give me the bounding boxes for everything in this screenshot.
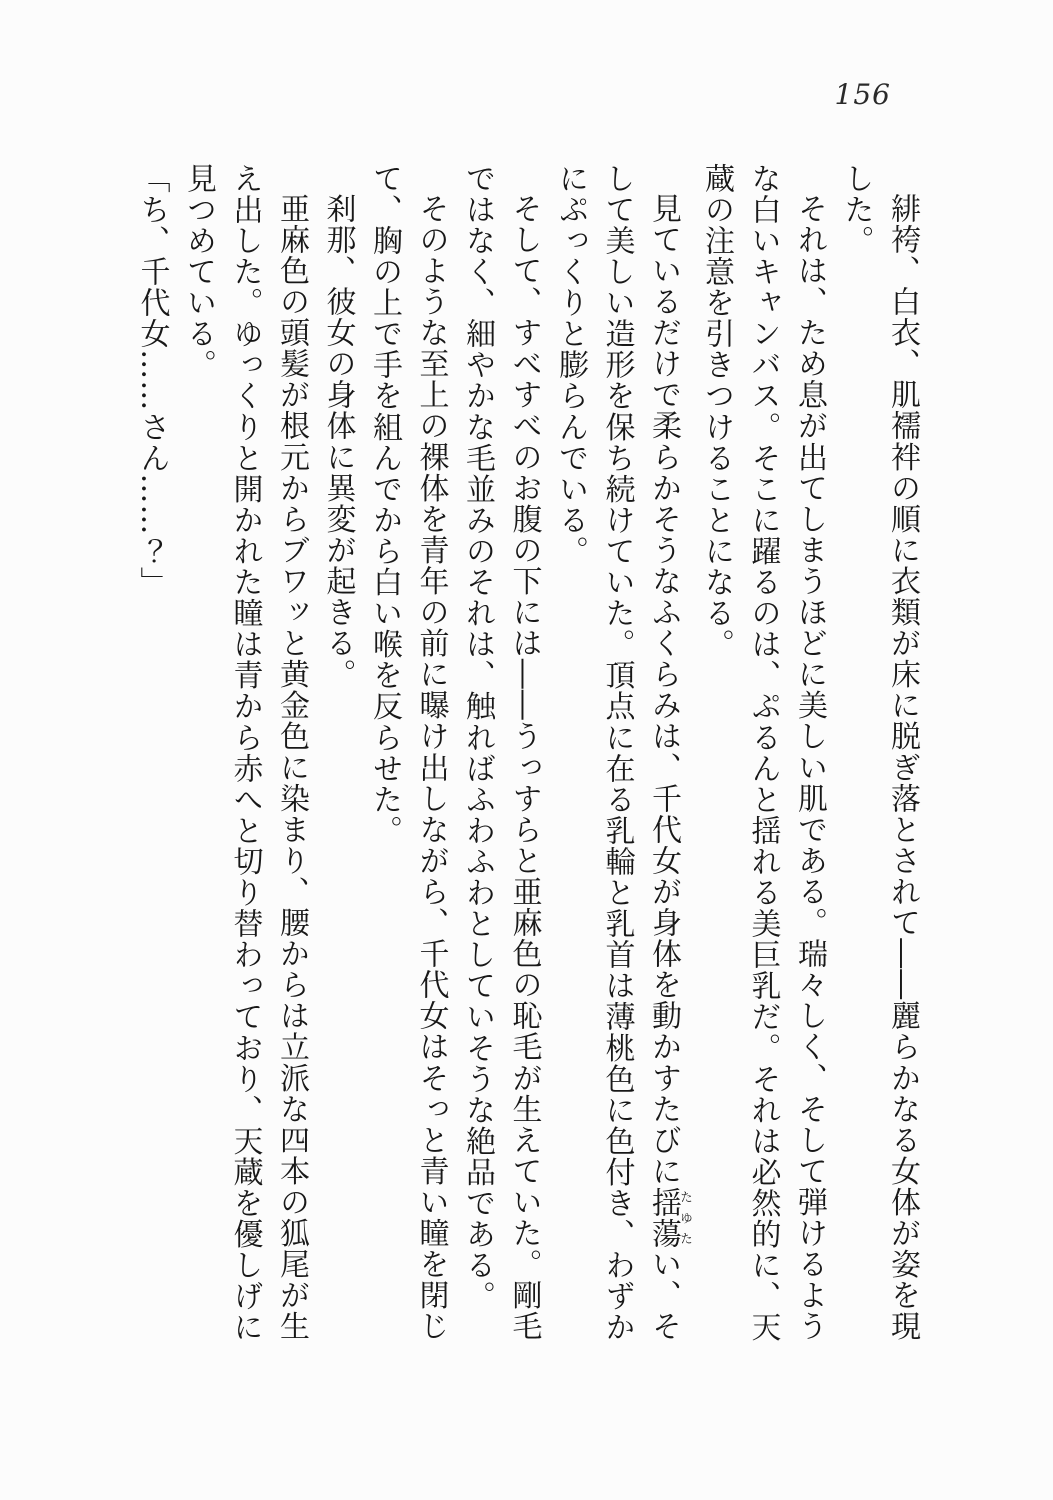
paragraph: そして、すべすべのお腹の下には――うっすらと亜麻色の恥毛が生えていた。剛毛ではなく、細やかな毛並みのそれは、触ればふわふわとしていそうな絶品である。 xyxy=(460,163,542,1342)
paragraph: そのような至上の裸体を青年の前に曝け出しながら、千代女はそっと青い瞳を閉じて、胸の上で手を組んでから白い喉を反らせた。 xyxy=(367,163,449,1342)
furigana-annotated-word: 揺蕩たゆた xyxy=(646,1186,693,1249)
paragraph: 刹那、彼女の身体に異変が起きる。 xyxy=(320,193,356,690)
paragraph: 「ち、千代女……さん……？」 xyxy=(134,163,170,598)
paragraph: 見ているだけで柔らかそうなふくらみは、千代女が身体を動かすたびに揺蕩たゆたい、そして美しい造形を保ち続けていた。頂点に在る乳輪と乳首は薄桃色に色付き、わずかにぷっくりと膨らんでいる。 xyxy=(553,163,693,1343)
paragraph: それは、ため息が出てしまうほどに美しい肌である。瑞々しく、そして弾けるような白いキャンバス。そこに躍るのは、ぷるんと揺れる美巨乳だ。それは必然的に、天蔵の注意を引きつけることになる。 xyxy=(699,163,827,1343)
paragraph: 亜麻色の頭髪が根元からブワッと黄金色に染まり、腰からは立派な四本の狐尾が生え出した。ゆっくりと開かれた瞳は青から赤へと切り替わっており、天蔵を優しげに見つめている。 xyxy=(181,163,309,1343)
page-number: 156 xyxy=(834,78,891,111)
text-block xyxy=(128,163,925,1345)
paragraph: 緋袴、白衣、肌襦袢の順に衣類が床に脱ぎ落とされて――麗らかなる女体が姿を現した。 xyxy=(838,163,920,1342)
